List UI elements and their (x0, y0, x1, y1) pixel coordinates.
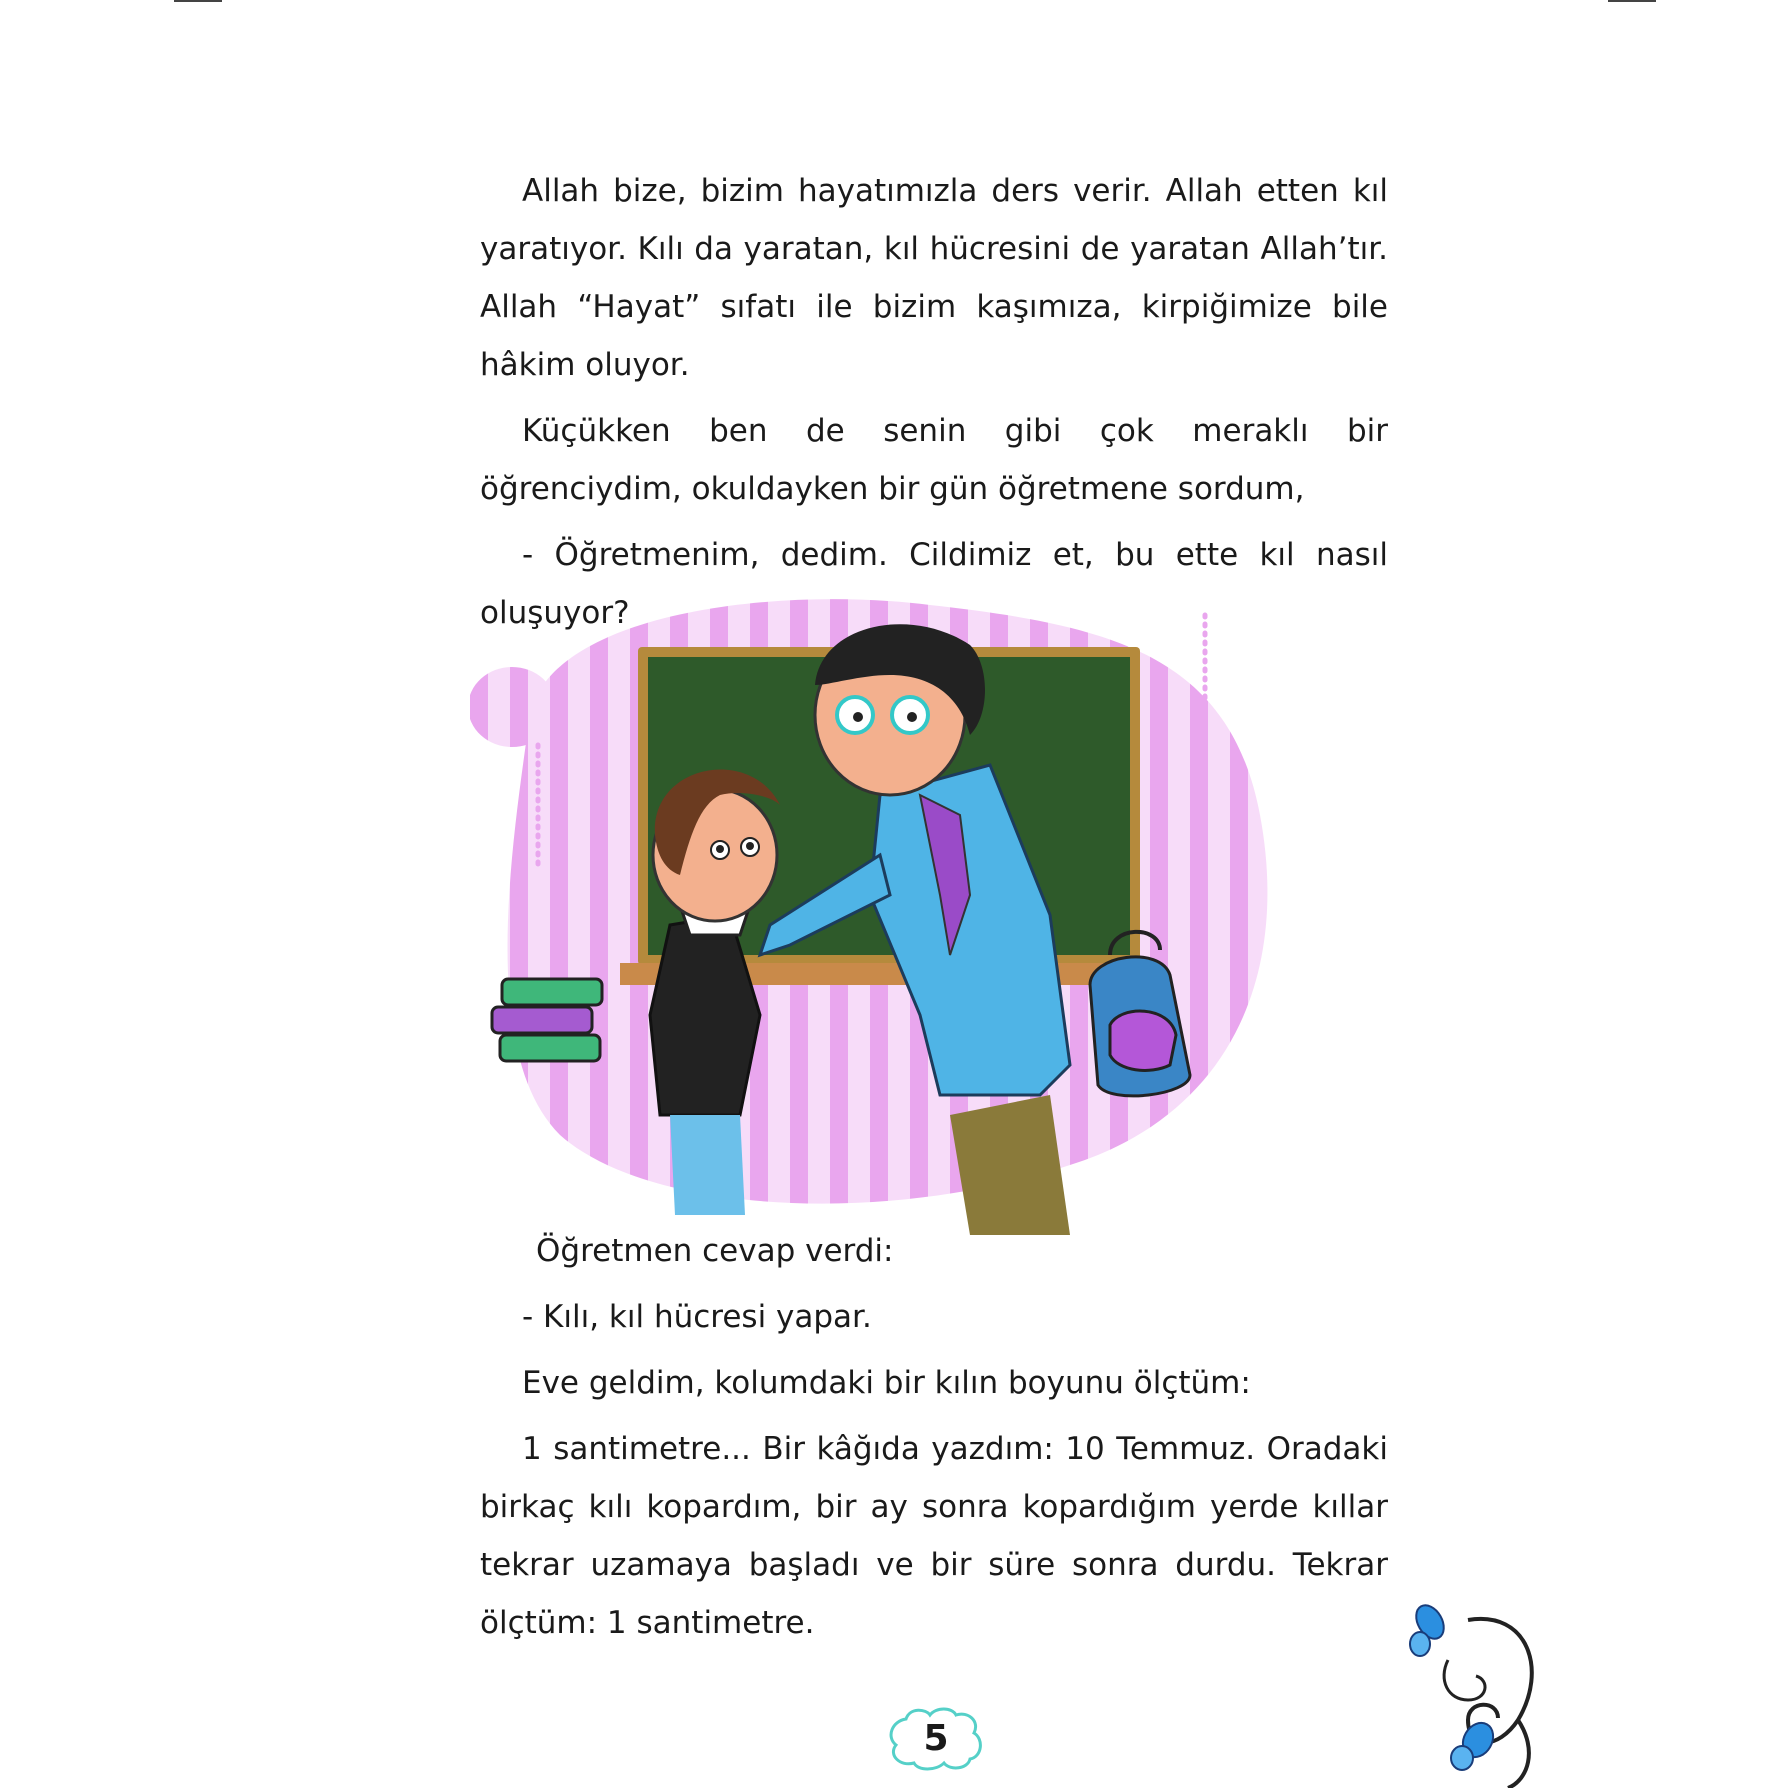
crop-mark-right (1608, 0, 1656, 2)
butterfly-icon-2 (1451, 1717, 1499, 1770)
page-number: 5 (923, 1717, 949, 1759)
bottom-text (480, 1222, 1388, 1652)
swirl-ornament (1408, 1600, 1548, 1788)
paragraph-6: Eve geldim, kolumdaki bir kılın boyunu ölçtüm: (522, 1365, 1251, 1401)
paragraph-1: Allah bize, bizim hayatımızla ders verir. Allah etten kıl yaratıyor. Kılı da yaratan, kıl hücresini de yaratan Allah’tır. Allah “Hayat” sıfatı ile bizim kaşımıza, kirpiğimize bile hâkim oluyor. (480, 173, 1388, 383)
paragraph-3: - Öğretmenim, dedim. Cildimiz et, bu ette kıl nasıl oluşuyor? (480, 537, 1388, 631)
paragraph-5: - Kılı, kıl hücresi yapar. (522, 1299, 872, 1335)
paragraph-2: Küçükken ben de senin gibi çok meraklı bir öğrenciydim, okuldayken bir gün öğretmene sordum, (480, 413, 1388, 507)
paragraph-7: 1 santimetre... Bir kâğıda yazdım: 10 Temmuz. Oradaki birkaç kılı kopardım, bir ay sonra kopardığım yerde kıllar tekrar uzamaya başladı ve bir süre sonra durdu. Tekrar ölçtüm: 1 santimetre. (480, 1431, 1388, 1641)
classroom-illustration (470, 595, 1300, 1235)
top-text (480, 162, 1388, 642)
balloon-decoration (470, 667, 556, 747)
crop-mark-left (174, 0, 222, 2)
butterfly-icon (1410, 1600, 1449, 1656)
page-number-badge (886, 1705, 986, 1771)
paragraph-4: Öğretmen cevap verdi: (536, 1233, 894, 1269)
books-icon (492, 979, 602, 1061)
